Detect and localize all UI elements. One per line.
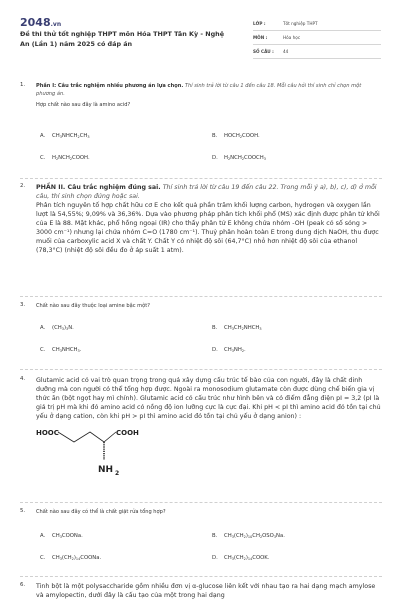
option-d[interactable] <box>212 154 266 162</box>
formula-sub: 3 <box>231 349 234 353</box>
carbon-chain <box>58 432 116 442</box>
logo-suffix: .vn <box>50 21 62 28</box>
site-logo[interactable] <box>20 16 61 29</box>
formula-sub: 3 <box>259 327 262 331</box>
formula-part: NCH <box>58 155 70 161</box>
formula-part: ) <box>245 555 248 561</box>
glutamic-acid-structure <box>36 424 146 490</box>
question-number: 1. <box>20 82 26 88</box>
formula-part: COONa. <box>61 533 83 539</box>
meta-value: Tốt nghiệp THPT <box>283 21 318 26</box>
option-letter: D. <box>212 155 218 161</box>
struct-label-hooc: HOOC <box>36 429 59 437</box>
formula-part: CH <box>252 533 260 539</box>
option-b[interactable] <box>212 324 262 332</box>
formula-sub: 2 <box>241 157 245 161</box>
question-2 <box>20 183 382 291</box>
question-divider <box>20 296 382 297</box>
struct-label-cooh: COOH <box>116 429 139 437</box>
formula-part: COOH. <box>242 133 260 139</box>
formula-sub: 2 <box>71 557 74 561</box>
formula-part: Na. <box>276 533 285 539</box>
option-a[interactable] <box>40 324 74 332</box>
struct-label-subscript: 2 <box>115 470 120 477</box>
option-letter: B. <box>212 325 218 331</box>
question-divider <box>20 502 382 503</box>
formula-part: COONa. <box>80 555 102 561</box>
struct-label-nh2: NH <box>98 465 114 475</box>
option-c[interactable] <box>40 154 90 162</box>
option-letter: C. <box>40 555 46 561</box>
formula-part: (CH <box>233 555 244 561</box>
formula-part: HOCH <box>224 133 240 139</box>
option-letter: C. <box>40 347 46 353</box>
option-letter: B. <box>212 133 218 139</box>
document-header <box>0 0 400 64</box>
formula-part: NHCH <box>243 325 260 331</box>
formula-part: (CH <box>233 533 244 539</box>
formula-part: CH <box>52 533 60 539</box>
option-a[interactable] <box>40 132 90 140</box>
formula-sub: 3 <box>61 327 64 331</box>
formula-sub: 3 <box>66 327 69 331</box>
exam-meta-table <box>253 17 381 59</box>
formula-part: CH <box>224 555 232 561</box>
question-number: 6. <box>20 582 26 588</box>
meta-key: LỚP : <box>253 21 266 26</box>
section-heading: PHẦN II. Câu trắc nghiệm đúng sai. <box>36 184 161 191</box>
formula-part: NH <box>233 347 242 353</box>
formula-part: CH <box>52 133 60 139</box>
question-text: Phân tích nguyên tố hợp chất hữu cơ E cho kết quả phần trăm khối lượng carbon, hydrogen và oxygen lần lượt là 54,55%; 9,09% và 36,36%. Dựa vào phương pháp phân tích khối phổ (MS) xác định được phân tử khối của E là 88. Mặt khác, phổ hồng ngoại (IR) cho thấy phân tử E không chứa nhóm -OH (peak có số sóng > 3000 cm⁻¹) nhưng lại chứa nhóm C=O (1780 cm⁻¹). Thuỷ phân hoàn toàn E trong dung dịch NaOH, thu được muối của carboxylic acid X và chất Y. Chất Y có nhiệt độ sôi (64,7°C) nhỏ hơn nhiệt độ sôi của ethanol (78,3°C) (nhiệt độ sôi đều đo ở áp suất 1 atm). <box>36 202 380 254</box>
option-letter: D. <box>212 555 218 561</box>
question-6 <box>20 582 382 600</box>
formula-part: N. <box>68 325 74 331</box>
formula-part: (CH <box>52 325 62 331</box>
formula-part: . <box>79 347 82 353</box>
question-1 <box>20 82 382 174</box>
question-number: 4. <box>20 376 26 382</box>
option-letter: A. <box>40 133 46 139</box>
formula-sub: 2 <box>227 157 231 161</box>
question-5 <box>20 508 382 570</box>
formula-part: OSO <box>262 533 274 539</box>
formula-sub: 3 <box>59 349 62 353</box>
question-divider <box>20 369 382 370</box>
question-3 <box>20 302 382 364</box>
option-c[interactable] <box>40 346 81 354</box>
question-number: 2. <box>20 183 26 189</box>
meta-row-question-count <box>253 45 381 59</box>
option-c[interactable] <box>40 554 101 562</box>
exam-title <box>20 29 245 49</box>
question-text: Glutamic acid có vai trò quan trọng trong quá xây dựng cấu trúc tế bào của con người, đây là chất dinh dưỡng mà con người có thể tổng hợp được. Ngoài ra monosodium glutamate còn được dùng chế biến gia vị thức ăn (bột ngọt hay mì chính). Glutamic acid có cấu trúc như hình bên và có điểm đẳng điện pI = 3,2 (pI là giá trị pH mà khi đó amino acid có nồng độ ion lưỡng cực là cực đại. Khi pH < pI thì amino acid đó tồn tại chủ yếu ở dạng cation, còn khi pH > pI thì amino acid đó tồn tại chủ yếu ở dạng anion) : <box>36 377 381 420</box>
question-text: Hợp chất nào sau đây là amino acid? <box>36 102 131 108</box>
formula-sub: 14 <box>75 557 81 561</box>
question-number: 3. <box>20 302 26 308</box>
formula-sub: 10 <box>247 535 253 539</box>
formula-part: . <box>244 347 246 353</box>
option-letter: A. <box>40 533 46 539</box>
formula-sub: 2 <box>259 535 263 539</box>
option-b[interactable] <box>212 532 285 540</box>
formula-sub: 2 <box>241 349 245 353</box>
formula-sub: 2 <box>239 135 243 139</box>
formula-part: NHCH <box>61 347 78 353</box>
option-letter: C. <box>40 155 46 161</box>
meta-value: Hóa học <box>283 35 301 40</box>
question-divider <box>20 576 382 577</box>
question-text: Chất nào sau đây có thể là chất giặt rửa tổng hợp? <box>36 509 166 515</box>
formula-part: CH <box>79 133 88 139</box>
formula-part: CH <box>233 325 242 331</box>
question-text: Chất nào sau đây thuộc loại amine bậc một? <box>36 303 150 309</box>
formula-part: NCH <box>230 155 242 161</box>
formula-sub: 2 <box>69 157 73 161</box>
option-d[interactable] <box>212 554 269 562</box>
option-letter: A. <box>40 325 46 331</box>
exam-title-line-2: An (Lần 1) năm 2025 có đáp án <box>20 40 133 48</box>
option-letter: D. <box>212 347 218 353</box>
question-number: 5. <box>20 508 26 514</box>
meta-row-subject <box>253 31 381 45</box>
option-letter: B. <box>212 533 218 539</box>
formula-part: ) <box>73 555 76 561</box>
formula-part: CH <box>52 555 60 561</box>
formula-part: COOCH <box>244 155 264 161</box>
formula-part: COOK. <box>252 555 270 561</box>
exam-title-line-1: Đề thi thử tốt nghiệp THPT môn Hóa THPT Tân Kỳ - Nghệ <box>20 30 225 38</box>
section-instructions: Thí sinh trả lời từ câu 1 đến câu 18. Mỗi câu hỏi thí sinh chỉ chọn một phương án. <box>36 83 362 97</box>
question-body <box>36 183 382 255</box>
formula-sub: 2 <box>55 157 59 161</box>
formula-sub: 3 <box>77 349 80 353</box>
formula-part: ) <box>245 533 248 539</box>
formula-sub: 2 <box>243 557 246 561</box>
formula-part: CH <box>224 325 232 331</box>
meta-value: 44 <box>283 49 289 54</box>
formula-sub: 3 <box>231 535 234 539</box>
question-divider <box>20 178 382 179</box>
formula-sub: 3 <box>273 535 277 539</box>
option-d[interactable] <box>212 346 246 354</box>
formula-part: CH <box>52 347 60 353</box>
formula-sub: 3 <box>59 135 62 139</box>
formula-part: COOH. <box>72 155 90 161</box>
formula-part: H <box>224 155 228 161</box>
formula-part: ) <box>63 325 67 331</box>
option-b[interactable] <box>212 132 260 140</box>
section-instructions: Thí sinh trả lời từ câu 19 đến câu 22. Trong mỗi ý a), b), c), d) ở mỗi câu, thí sinh chọn đúng hoặc sai. <box>36 184 377 200</box>
formula-part: CH <box>224 347 232 353</box>
formula-part: (CH <box>61 555 72 561</box>
formula-sub: 2 <box>243 535 246 539</box>
formula-part: NHCH <box>61 133 78 139</box>
formula-sub: 14 <box>247 557 253 561</box>
formula-sub: 3 <box>59 557 62 561</box>
formula-sub: 3 <box>231 327 234 331</box>
formula-sub: 3 <box>87 135 90 139</box>
formula-sub: 3 <box>263 157 266 161</box>
section-heading: Phần I: Câu trắc nghiệm nhiều phương án lựa chọn. <box>36 83 184 89</box>
question-text: Tinh bột là một polysaccharide gồm nhiều đơn vị α-glucose liên kết với nhau tạo ra hai dạng mạch amylose và amylopectin, dưới đây là cấu tạo của một trong hai dạng <box>36 583 376 599</box>
question-body <box>36 82 382 109</box>
formula-sub: 2 <box>241 327 244 331</box>
formula-part: H <box>52 155 56 161</box>
meta-row-class <box>253 17 381 31</box>
formula-sub: 3 <box>231 557 234 561</box>
meta-key: SỐ CÂU : <box>253 49 274 54</box>
option-a[interactable] <box>40 532 83 540</box>
meta-key: MÔN : <box>253 35 268 40</box>
formula-part: CH <box>224 533 232 539</box>
logo-text: 2048 <box>20 16 51 29</box>
formula-sub: 3 <box>59 535 62 539</box>
formula-sub: 2 <box>77 135 80 139</box>
